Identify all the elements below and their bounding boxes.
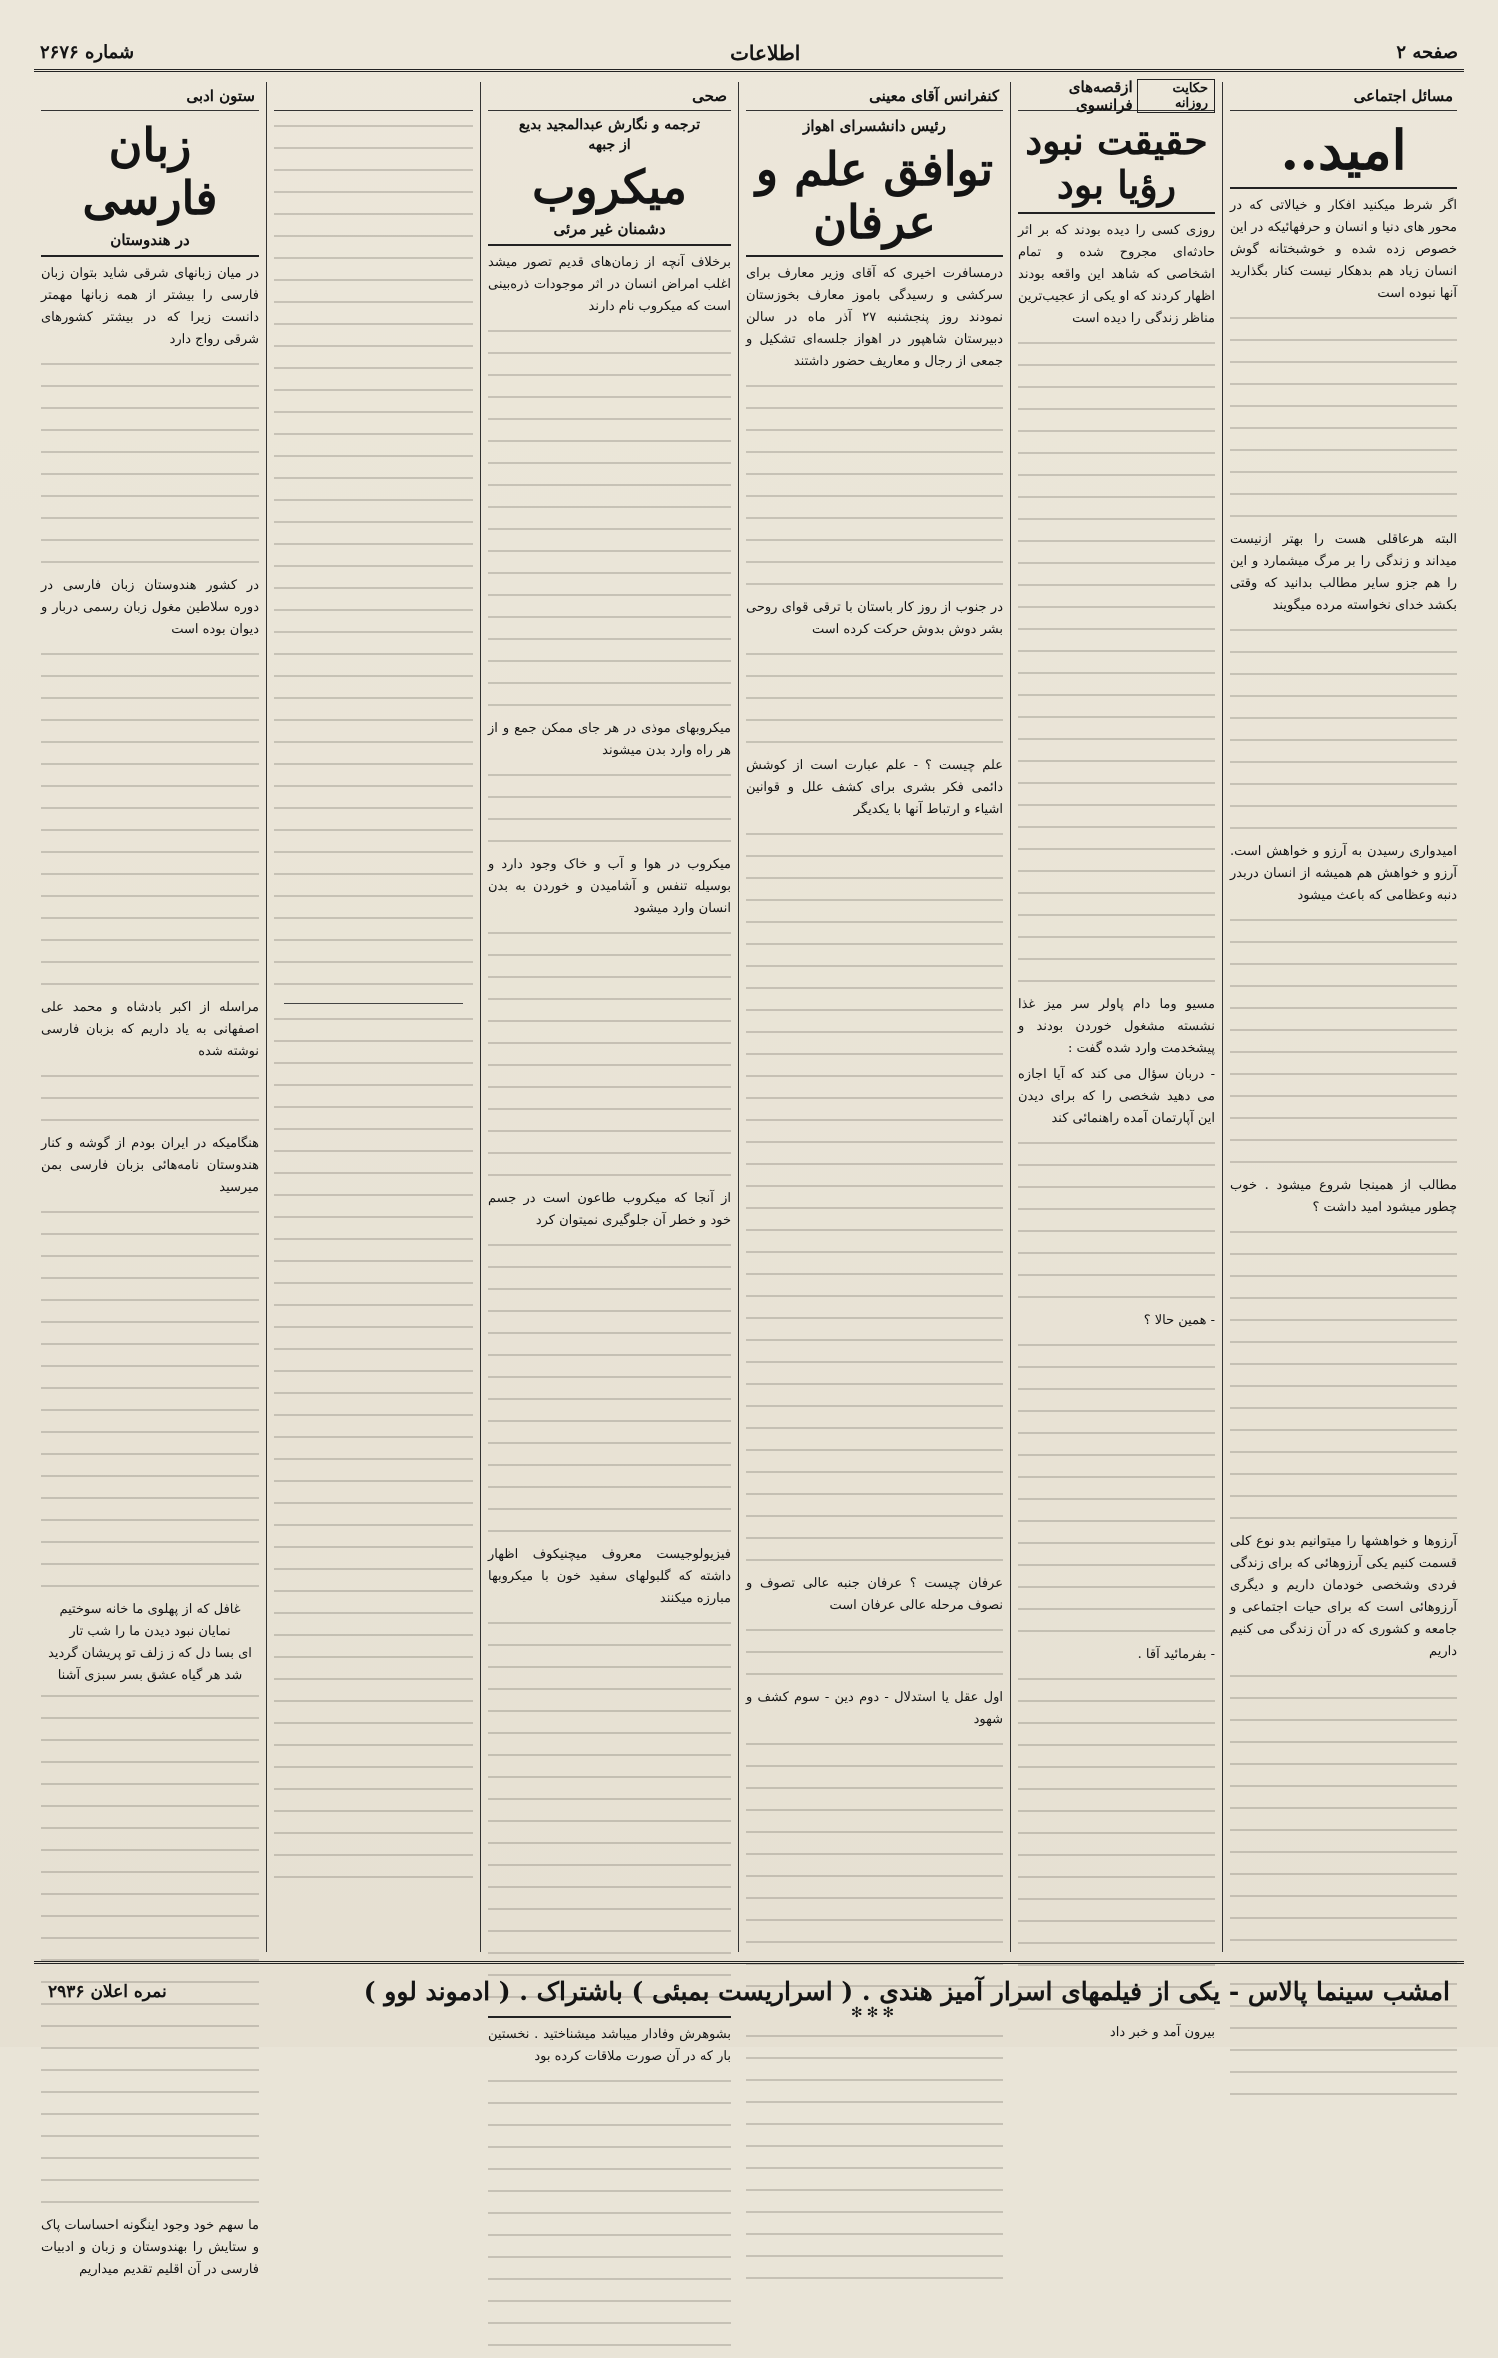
column-label-row	[1230, 82, 1457, 111]
paragraph: مراسله از اکبر بادشاه و محمد علی اصفهانی به یاد داریم که بزبان فارسی نوشته شده	[41, 999, 259, 1059]
paragraph: اول عقل یا استدلال - دوم دین - سوم کشف و شهود	[746, 1689, 1003, 1727]
section-label: صحی	[692, 87, 727, 105]
column-mikrob	[480, 82, 738, 2064]
divider	[1018, 212, 1215, 214]
divider	[41, 255, 259, 257]
column-continuation	[266, 82, 480, 1952]
paragraph: در جنوب از روز کار باستان با ترقی قوای روحی بشر دوش بدوش حرکت کرده است	[746, 599, 1003, 637]
section-label: کنفرانس آقای معینی	[869, 87, 999, 105]
headline-tavafogh: توافق علم و عرفان	[755, 142, 994, 249]
column-label-row	[488, 82, 731, 111]
column-tavafogh	[738, 82, 1010, 2021]
subheadline: در هندوستان	[110, 230, 190, 249]
paragraph: - همین حالا ؟	[1143, 1313, 1215, 1329]
paragraph: - بفرمائید آقا .	[1137, 1647, 1215, 1663]
paragraph: در کشور هندوستان زبان فارسی در دوره سلاطین مغول زبان رسمی دربار و دیوان بوده است	[41, 577, 259, 637]
paragraph: روزی کسی را دیده بودند که بر اثر حادثه‌ای مجروح شده و تمام اشخاصی که شاهد این واقعه بودند اظهار کردند که او یکی از عجیب‌ترین مناظر زندگی را دیده است	[1018, 223, 1215, 327]
poem-verse: شد هر گیاه عشق بسر سبزی آشنا	[57, 1667, 243, 1683]
section-label: مسائل اجتماعی	[1353, 87, 1453, 105]
page-number: صفحه ۲	[1396, 42, 1458, 63]
paragraph: میکروب در هوا و آب و خاک وجود دارد و بوسیله تنفس و آشامیدن و خوردن به بدن انسان وارد میشود	[488, 856, 731, 916]
section-separator: ✻✻✻	[850, 2004, 899, 2021]
byline: ترجمه و نگارش عبدالمجید بدیع	[518, 117, 701, 133]
paragraph: فیزیولوجیست معروف میچنیکوف اظهار داشته که گلبولهای سفید خون با میکروبها مبارزه میکنند	[488, 1546, 731, 1606]
boxed-label: حکایت روزانه	[1137, 79, 1215, 113]
divider	[488, 244, 731, 246]
paragraph: مطالب از همینجا شروع میشود . خوب چطور میشود امید داشت ؟	[1230, 1178, 1457, 1216]
paragraph: در میان زبانهای شرقی شاید بتوان زبان فارسی را بیشتر از همه زبانها مهمتر دانست زیرا که در بیشتر کشورهای شرقی رواج دارد	[41, 265, 259, 347]
headline-mikrob: میکروب	[532, 160, 687, 214]
poem-verse: ای بسا دل که ز زلف تو پریشان گردید	[48, 1645, 252, 1661]
poem-verse: نمایان نبود دیدن ما را شب تار	[69, 1623, 231, 1639]
divider	[1230, 187, 1457, 189]
cinema-ad-text: امشب سینما پالاس - یکی از فیلمهای اسرار آمیز هندی . ( اسراریست بمبئی ) باشتراک . ( ادموند لوو )	[363, 1977, 1450, 2006]
paper-name: اطلاعات	[730, 40, 801, 65]
paragraph: هنگامیکه در ایران بودم از گوشه و کنار هندوستان نامه‌هائی بزبان فارسی بمن میرسید	[41, 1135, 259, 1195]
column-haghighat	[1010, 78, 1222, 2041]
paragraph: امیدواری رسیدن به آرزو و خواهش است. آرزو و خواهش هم همیشه از انسان دربدر دنبه وعظامی که باعث میشود	[1230, 844, 1457, 904]
paragraph: بیرون آمد و خبر داد	[1109, 2025, 1215, 2041]
masthead-bar	[34, 36, 1464, 72]
paragraph: علم چیست ؟ - علم عبارت است از کوشش دائمی فکر بشری برای کشف علل و قوانین اشیاء و ارتباط آنها با یکدیگر	[746, 757, 1003, 817]
column-label-row	[746, 82, 1003, 111]
paragraph: البته هرعاقلی هست را بهتر ازنیست میداند و زندگی را بر مرگ میشمارد و این را هم جزو سایر مطالب بدانید که وقتی بکشد خدای نخواسته مرده میگویند	[1230, 532, 1457, 614]
paragraph: اگر شرط میکنید افکار و خیالاتی که در محور های دنیا و انسان و حرفهائیکه در این خصوص زده شده و خوشبختانه گوش انسان زیاد هم بدهکار نیست کنار بگذارید آنها نبوده است	[1230, 198, 1457, 302]
column-label-row	[1018, 78, 1215, 114]
paragraph: مسیو وما دام پاولر سر میز غذا نشسته مشغول خوردن بودند و پیشخدمت وارد شده گفت :	[1018, 997, 1215, 1057]
ad-number: نمره اعلان ۲۹۳۶	[48, 1981, 167, 2002]
paragraph: بشوهرش وفادار میباشد میشناختید . نخستین بار که در آن صورت ملاقات کرده بود	[488, 2026, 731, 2064]
paragraph: درمسافرت اخیری که آقای وزیر معارف برای سرکشی و رسیدگی باموز معارف بخوزستان نمودند روز پنجشنبه ۲۷ آذر ماه در سالن دبیرستان شاهپور در اهواز جلسه‌ای تشکیل و جمعی از رجال و معاریف حضور داشتند	[746, 265, 1003, 369]
paragraph: میکروبهای موذی در هر جای ممکن جمع و از هر راه وارد بدن میشوند	[488, 720, 731, 758]
paragraph: از آنجا که میکروب طاعون است در جسم خود و خطر آن جلوگیری نمیتوان کرد	[488, 1190, 731, 1228]
column-label-row	[274, 82, 473, 111]
bottom-advertisement	[34, 1961, 1464, 2019]
subheadline: رئیس دانشسرای اهواز	[803, 117, 946, 135]
issue-number: شماره ۲۶۷۶	[40, 42, 135, 63]
headline-haghighat: حقیقت نبود رؤیا بود	[1025, 118, 1208, 207]
byline-source: از جبهه	[588, 137, 631, 153]
paragraph: ما سهم خود وجود اینگونه احساسات پاک و ستایش را بهندوستان و زبان و ادبیات فارسی در آن اقلیم تقدیم میداریم	[41, 2217, 259, 2277]
headline-zaban: زبان فارسی	[82, 118, 218, 225]
divider	[746, 255, 1003, 257]
headline-amid: امید..	[1280, 118, 1407, 182]
paragraph: برخلاف آنچه از زمان‌های قدیم تصور میشد اغلب امراض انسان در اثر موجودات ذره‌بینی است که میکروب نام دارند	[488, 254, 731, 314]
section-label: ازقصه‌های فرانسوی	[1068, 78, 1133, 114]
paragraph: - دربان سؤال می کند که آیا اجازه می دهید شخصی را که برای دیدن این آپارتمان آمده راهنمائی کند	[1018, 1067, 1215, 1127]
column-label-row	[41, 82, 259, 111]
paragraph: عرفان چیست ؟ عرفان جنبه عالی تصوف و نصوف مرحله عالی عرفان است	[746, 1575, 1003, 1613]
subheadline: دشمنان غیر مرئی	[553, 219, 666, 238]
paragraph: آرزوها و خواهشها را میتوانیم بدو نوع کلی قسمت کنیم یکی آرزوهائی که برای زندگی فردی وشخصی خودمان داریم و دیگری آرزوهائی است که برای حیات اجتماعی و جامعه و کشوری که در آن زندگی می کنیم داریم	[1230, 1534, 1457, 1660]
section-label: ستون ادبی	[186, 87, 255, 105]
column-amid	[1222, 82, 1464, 1952]
poem-verse: غافل که از پهلوی ما خانه سوختیم	[59, 1601, 241, 1617]
